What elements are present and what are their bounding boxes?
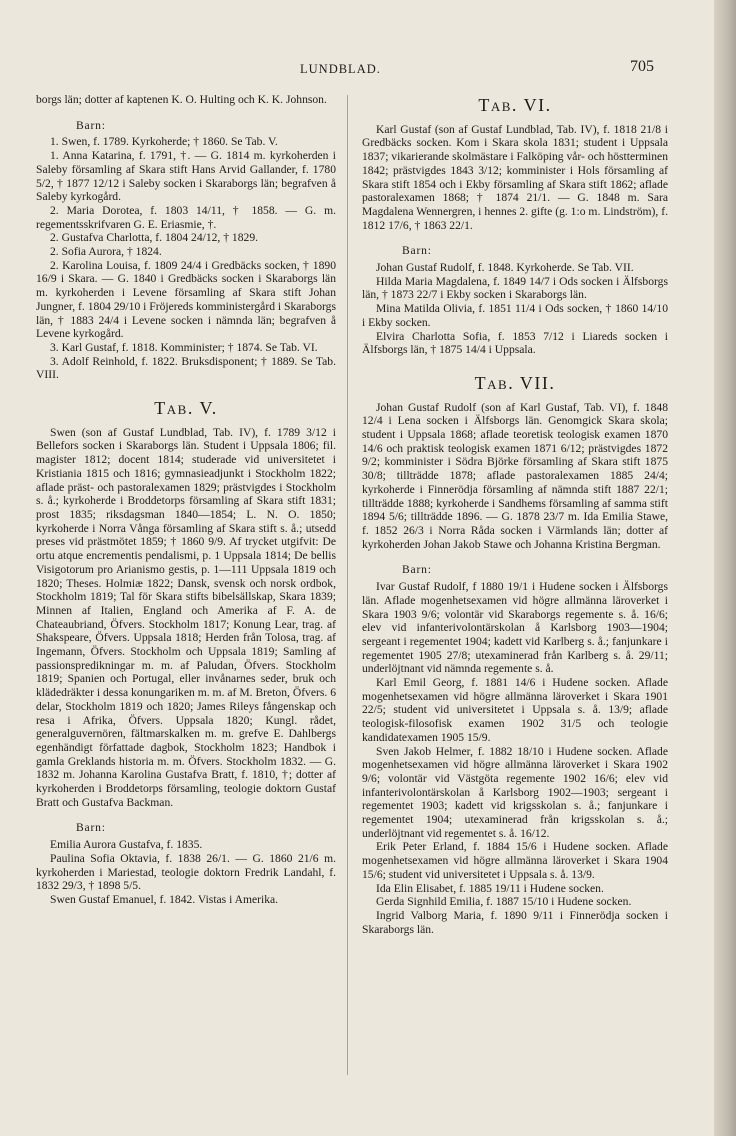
column-divider [347, 95, 348, 1075]
paragraph: Emilia Aurora Gustafva, f. 1835. [50, 838, 203, 852]
left-column [36, 93, 336, 907]
running-title: LUNDBLAD. [300, 62, 381, 76]
spacer [36, 809, 336, 817]
right-column [362, 93, 668, 936]
paragraph: borgs län; dotter af kaptenen K. O. Hulting och K. K. Johnson. [36, 93, 327, 106]
paragraph: Hilda Maria Magdalena, f. 1849 14/7 i Ods socken i Älfsborgs län, † 1873 22/7 i Ekby socken i Skaraborgs län. [362, 274, 668, 302]
paragraph: Swen (son af Gustaf Lundblad, Tab. IV), f. 1789 3/12 i Bellefors socken i Skaraborgs län. Student i Uppsala 1806; fil. magister 1812; docent 1814; studerade vid universitetet i Kristiania 1815 och 1816; gymnasieadjunkt i Stockholm 1822; aflade präst- och pastoralexamen 1829; prästvigdes i Stockholm s. å.; kyrkoherde i Broddetorps församling af Skara stift 1831; prost 1835; riksdagsman 1840—1854; L. N. O. 1850; kyrkoherde i Norra Vånga församling af Skara stift s. å.; utsedd preses vid prästmötet 1859; † 1860 9/9. Af trycket utgifvit: De ortu atque encrementis pendalismi, p. 1 Uppsala 1814; De bellis Visigotorum pro Arianismo gestis, p. 1—111 Uppsala 1819 och 1820; Theses. Holmiæ 1822; Dansk, svensk och norsk ordbok, Stockholm 1819; Tal för Skara stifts bibelsällskap, Skara 1839; Minnen af Italien, England och Amerika af F. A. de Chateaubriand, Öfvers. Stockholm 1817; Konung Lear, trag. af Shakspeare, Öfvers. Uppsala 1818; Herden från Tolosa, trag. af Ingemann, Öfvers. Stockholm och Uppsala 1819; Samling af passionspredikningar m. m. af Paludan, Öfvers. Stockholm 1819; Spanien och Portugal, eller invånarnes seder, bruk och klädedräkter i dessa konungariken m. m. af M. Breton, Öfvers. 6 delar, Stockholm 1819 och 1820; James Rileys fångenskap och resa i Afrika, Öfvers. Uppsala 1820; Kungl. rådet, generalguvernören, fältmarskalken m. m. grefve E. Dahlbergs egenhändigt författade dagbok, Stockholm 1823; Handbok i gamla Greklands historia m. m. Öfvers. Stockholm 1832. — G. 1832 m. Johanna Karolina Gustafva Bratt, f. 1810, †; dotter af kyrkoherden i Broddetorps församling, teologie doktorn Gustaf Bratt och Gustafva Backman. [36, 425, 336, 809]
paragraph: Ivar Gustaf Rudolf, f 1880 19/1 i Hudene socken i Älfsborgs län. Aflade mogenhetsexamen vid högre allmänna läroverket i Skara 1903 9/6; volontär vid Skaraborgs regemente s. å. 16/6; elev vid infanterivolontärskolan å Karlsborg 1903—1904; sergeant i regementet 1904; kadett vid Karlberg s. å.; fanjunkare i regementet 1905 27/8; utexaminerad från Karlberg s. å. 29/11; underlöjtnant vid nämnda regemente s. å. [362, 580, 668, 676]
page-edge [714, 0, 736, 1136]
paragraph: 2. Karolina Louisa, f. 1809 24/4 i Gredbäcks socken, † 1890 16/9 i Skara. — G. 1840 i Gredbäcks socken i Skaraborgs län m. kyrkoherden i Levene församling af Skara stift Johan Jungner, f. 1804 29/10 i Fröjereds komministergård i Skaraborgs län, † 1883 24/4 i Levene socken i nämnda län; begrafven å Levene kyrkogård. [36, 258, 336, 341]
section-heading: Tab. VI. [478, 95, 552, 115]
paragraph: Erik Peter Erland, f. 1884 15/6 i Hudene socken. Aflade mogenhetsexamen vid högre allmänna läroverket i Skara 1904 15/6; student vid universitetet i Uppsala s. å. 13/9. [362, 840, 668, 881]
paragraph: Mina Matilda Olivia, f. 1851 11/4 i Ods socken, † 1860 14/10 i Ekby socken. [362, 302, 668, 329]
paragraph: Ida Elin Elisabet, f. 1885 19/11 i Hudene socken. [376, 881, 604, 895]
paragraph: Karl Emil Georg, f. 1881 14/6 i Hudene socken. Aflade mogenhetsexamen vid högre allmänna läroverket i Skara 1901 22/5; student vid universitetet i Uppsala s. å. 13/9; aflade teologisk-filosofisk examen 1902 31/5 och teologie kandidatexamen 1905 15/9. [362, 676, 668, 744]
spacer [362, 551, 668, 559]
paragraph: 3. Karl Gustaf, f. 1818. Komminister; † 1874. Se Tab. VI. [50, 340, 318, 354]
spacer [36, 107, 336, 115]
spacer [362, 232, 668, 240]
paragraph: 2. Sofia Aurora, † 1824. [50, 245, 162, 259]
paragraph: Swen Gustaf Emanuel, f. 1842. Vistas i Amerika. [50, 892, 279, 906]
paragraph: Johan Gustaf Rudolf, f. 1848. Kyrkoherde. Se Tab. VII. [376, 261, 634, 275]
paragraph: 2. Gustafva Charlotta, f. 1804 24/12, † 1829. [50, 231, 259, 245]
paragraph: Karl Gustaf (son af Gustaf Lundblad, Tab. IV), f. 1818 21/8 i Gredbäcks socken. Kom i Skara skola 1831; student i Uppsala 1837; vikarierande skolmästare i Falköping vår- och höstterminen 1842; prästvigdes 1843 3/12; komminister i Hols församling af Skara stift 1854 och i Ekby församling af Skara stift 1862; aflade pastoralexamen 1868; † 1874 21/1. — G. 1848 m. Sara Magdalena Wennergren, i hennes 2. gifte (g. 1:o m. Lindström), f. 1812 17/6, † 1863 22/1. [362, 122, 668, 232]
paragraph: 3. Adolf Reinhold, f. 1822. Bruksdisponent; † 1889. Se Tab. VIII. [36, 354, 336, 382]
page-number: 705 [630, 58, 654, 75]
children-heading: Barn: [76, 821, 106, 835]
paragraph: Paulina Sofia Oktavia, f. 1838 26/1. — G. 1860 21/6 m. kyrkoherden i Mariestad, teologie doktorn Fredrik Landahl, f. 1832 29/3, † 1898 5/5. [36, 851, 336, 893]
spacer [362, 357, 668, 371]
children-heading: Barn: [402, 563, 432, 577]
spacer [36, 382, 336, 396]
paragraph: Johan Gustaf Rudolf (son af Karl Gustaf, Tab. VI), f. 1848 12/4 i Lena socken i Älfsborgs län. Genomgick Skara skola; student i Uppsala 1868; aflade teoretisk teologisk examen 1870 14/6 och praktisk teologisk examen 1871 6/12; prästvigdes 1872 9/2; komminister i Södra Björke församling af Skara stift 1875 30/8; tillträdde 1878; aflade pastoralexamen 1885 24/4; kyrkoherde i Finnerödja församling af nämnda stift 1887 22/1; tillträdde 1888; kyrkoherde i Sandhems församling af samma stift 1894 5/6; tillträdde 1896. — G. 1878 23/7 m. Ida Emilia Stawe, f. 1852 26/3 i Norra Råda socken i Värmlands län; dotter af kyrkoherden Johan Jakob Stawe och Johanna Kristina Bergman. [362, 400, 668, 551]
paragraph: Gerda Signhild Emilia, f. 1887 15/10 i Hudene socken. [376, 895, 632, 909]
paragraph: 1. Anna Katarina, f. 1791, †. — G. 1814 m. kyrkoherden i Saleby församling af Skara stift Hans Arvid Gallander, f. 1780 5/2, † 1877 12/12 i Saleby socken i Skaraborgs län; begrafven å Saleby kyrkogård. [36, 149, 336, 204]
paragraph: Ingrid Valborg Maria, f. 1890 9/11 i Finnerödja socken i Skaraborgs län. [362, 908, 668, 936]
section-heading: Tab. VII. [474, 372, 556, 393]
paragraph: Elvira Charlotta Sofia, f. 1853 7/12 i Liareds socken i Älfsborgs län, † 1875 14/4 i Uppsala. [362, 329, 668, 357]
paragraph: 1. Swen, f. 1789. Kyrkoherde; † 1860. Se Tab. V. [50, 135, 278, 149]
children-heading: Barn: [76, 118, 106, 132]
paragraph: 2. Maria Dorotea, f. 1803 14/11, † 1858. — G. m. regementsskrifvaren G. E. Eriasmie, †. [36, 203, 336, 231]
children-heading: Barn: [402, 244, 432, 258]
paragraph: Sven Jakob Helmer, f. 1882 18/10 i Hudene socken. Aflade mogenhetsexamen vid högre allmänna läroverket i Skara 1902 9/6; volontär vid Västgöta regemente 1902 16/6; elev vid infanterivolontärskolan å Karlsborg 1902—1903; sergeant i regementet 1903; kadett vid krigsskolan s. å.; fanjunkare i regementet 1904; utexaminerad från krigsskolan s. å.; underlöjtnant vid regementet s. å. 16/12. [362, 744, 668, 840]
section-heading: Tab. V. [154, 398, 218, 419]
